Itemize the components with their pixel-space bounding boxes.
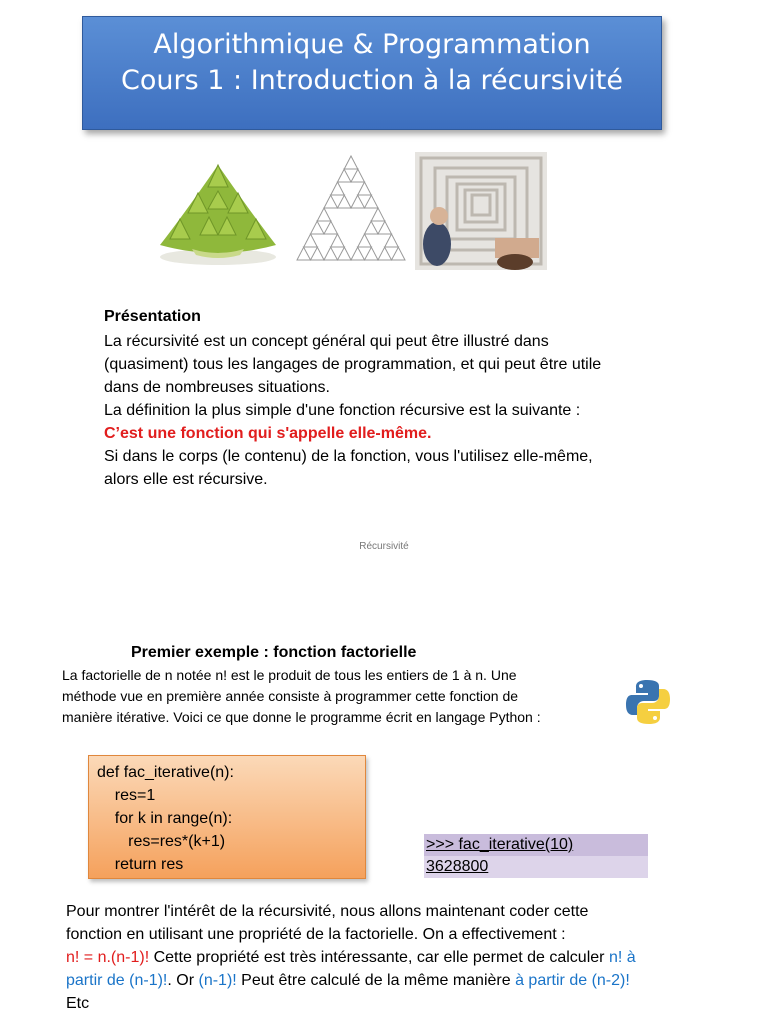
definition-highlight: C’est une fonction qui s'appelle elle-même. <box>104 425 432 442</box>
code-block <box>88 755 366 879</box>
mirror-recursion-image <box>415 152 547 270</box>
presentation-line: Si dans le corps (le contenu) de la fonction, vous l'utilisez elle-même, <box>104 448 593 465</box>
formula-from-n-1: partir de (n-1)! <box>66 972 168 989</box>
code-line: def fac_iterative(n): <box>97 764 234 781</box>
console-result-line: 3628800 <box>424 856 648 878</box>
title-banner <box>82 16 662 130</box>
explanation-line <box>66 969 716 992</box>
explanation-line: fonction en utilisant une propriété de la factorielle. On a effectivement : <box>66 926 566 943</box>
code-line: res=res*(k+1) <box>97 833 226 850</box>
presentation-line: alors elle est récursive. <box>104 471 268 488</box>
example-text <box>62 665 622 728</box>
recursion-explanation <box>66 900 716 1015</box>
python-logo-icon <box>624 678 672 726</box>
presentation-line: (quasiment) tous les langages de programmation, et qui peut être utile <box>104 356 602 373</box>
explanation-line: Etc <box>66 995 90 1012</box>
example-line: méthode vue en première année consiste à programmer cette fonction de <box>62 688 519 704</box>
formula-from-n-2: à partir de (n-2)! <box>515 972 630 989</box>
sierpinski-triangle-image <box>293 152 409 264</box>
explanation-line: Pour montrer l'intérêt de la récursivité, nous allons maintenant coder cette <box>66 903 589 920</box>
presentation-section <box>104 305 664 491</box>
caption-label: Récursivité <box>359 541 409 552</box>
presentation-heading: Présentation <box>104 308 201 325</box>
romanesco-image <box>152 157 284 269</box>
formula-factorial: n! = n.(n-1)! <box>66 949 150 966</box>
explanation-text: Cette propriété est très intéressante, car elle permet de calculer <box>149 949 609 966</box>
example-heading: Premier exemple : fonction factorielle <box>131 644 417 661</box>
explanation-line <box>66 946 716 969</box>
console-input-line: >>> fac_iterative(10) <box>426 836 574 853</box>
explanation-text: . Or <box>167 972 199 989</box>
code-line: res=1 <box>97 787 156 804</box>
presentation-line: La définition la plus simple d'une fonction récursive est la suivante : <box>104 402 581 419</box>
formula-n-factorial: n! à <box>608 949 636 966</box>
explanation-text: Peut être calculé de la même manière <box>236 972 516 989</box>
title-line-2: Cours 1 : Introduction à la récursivité <box>121 65 623 96</box>
formula-n-1: (n-1)! <box>198 972 237 989</box>
console-output <box>424 834 648 878</box>
title-line-1: Algorithmique & Programmation <box>153 29 591 60</box>
example-line: La factorielle de n notée n! est le produit de tous les entiers de 1 à n. Une <box>62 667 517 683</box>
example-line: manière itérative. Voici ce que donne le programme écrit en langage Python : <box>62 709 541 725</box>
presentation-line: La récursivité est un concept général qui peut être illustré dans <box>104 333 549 350</box>
presentation-line: dans de nombreuses situations. <box>104 379 330 396</box>
code-line: for k in range(n): <box>97 810 233 827</box>
code-line: return res <box>97 856 184 873</box>
